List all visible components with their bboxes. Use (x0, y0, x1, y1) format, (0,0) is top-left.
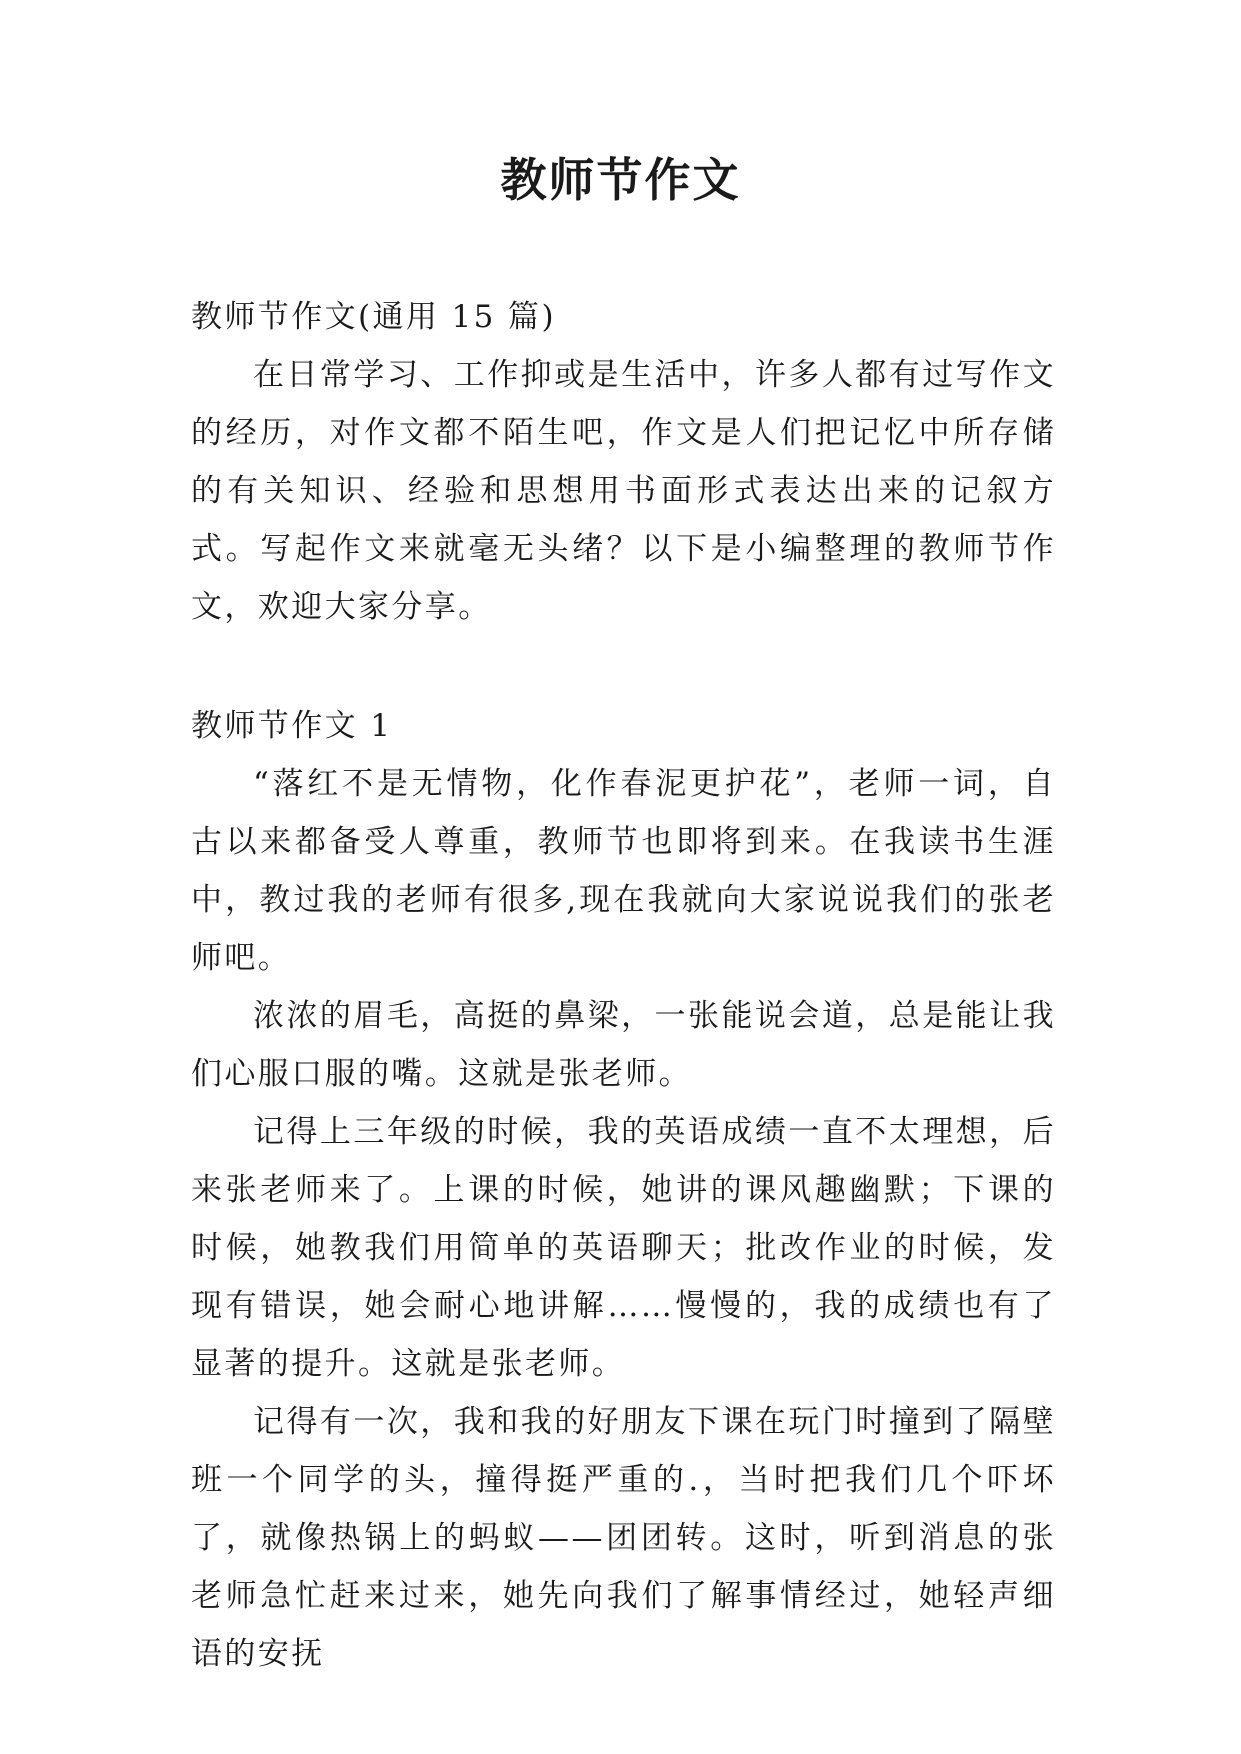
section-spacer (191, 636, 1056, 697)
document-subtitle: 教师节作文(通用 15 篇) (191, 299, 556, 335)
document-body (191, 288, 1056, 1683)
body-paragraph: 记得有一次，我和我的好朋友下课在玩门时撞到了隔壁班一个同学的头，撞得挺严重的.，当时把我们几个吓坏了，就像热锅上的蚂蚁——团团转。这时，听到消息的张老师急忙赶来过来，她先向我们了解事情经过，她轻声细语的安抚 (191, 1404, 1056, 1672)
body-paragraph: 记得上三年级的时候，我的英语成绩一直不太理想，后来张老师来了。上课的时候，她讲的课风趣幽默；下课的时候，她教我们用简单的英语聊天；批改作业的时候，发现有错误，她会耐心地讲解……慢慢的，我的成绩也有了显著的提升。这就是张老师。 (191, 1114, 1056, 1382)
intro-paragraph: 在日常学习、工作抑或是生活中，许多人都有过写作文的经历，对作文都不陌生吧，作文是人们把记忆中所存储的有关知识、经验和思想用书面形式表达出来的记叙方式。写起作文来就毫无头绪？以下是小编整理的教师节作文，欢迎大家分享。 (191, 357, 1056, 625)
body-paragraph: 浓浓的眉毛，高挺的鼻梁，一张能说会道，总是能让我们心服口服的嘴。这就是张老师。 (191, 998, 1056, 1092)
page-title: 教师节作文 (500, 153, 741, 207)
section-heading: 教师节作文 1 (191, 708, 393, 744)
body-paragraph: “落红不是无情物，化作春泥更护花”，老师一词，自古以来都备受人尊重，教师节也即将到来。在我读书生涯中，教过我的老师有很多,现在我就向大家说说我们的张老师吧。 (191, 766, 1056, 976)
